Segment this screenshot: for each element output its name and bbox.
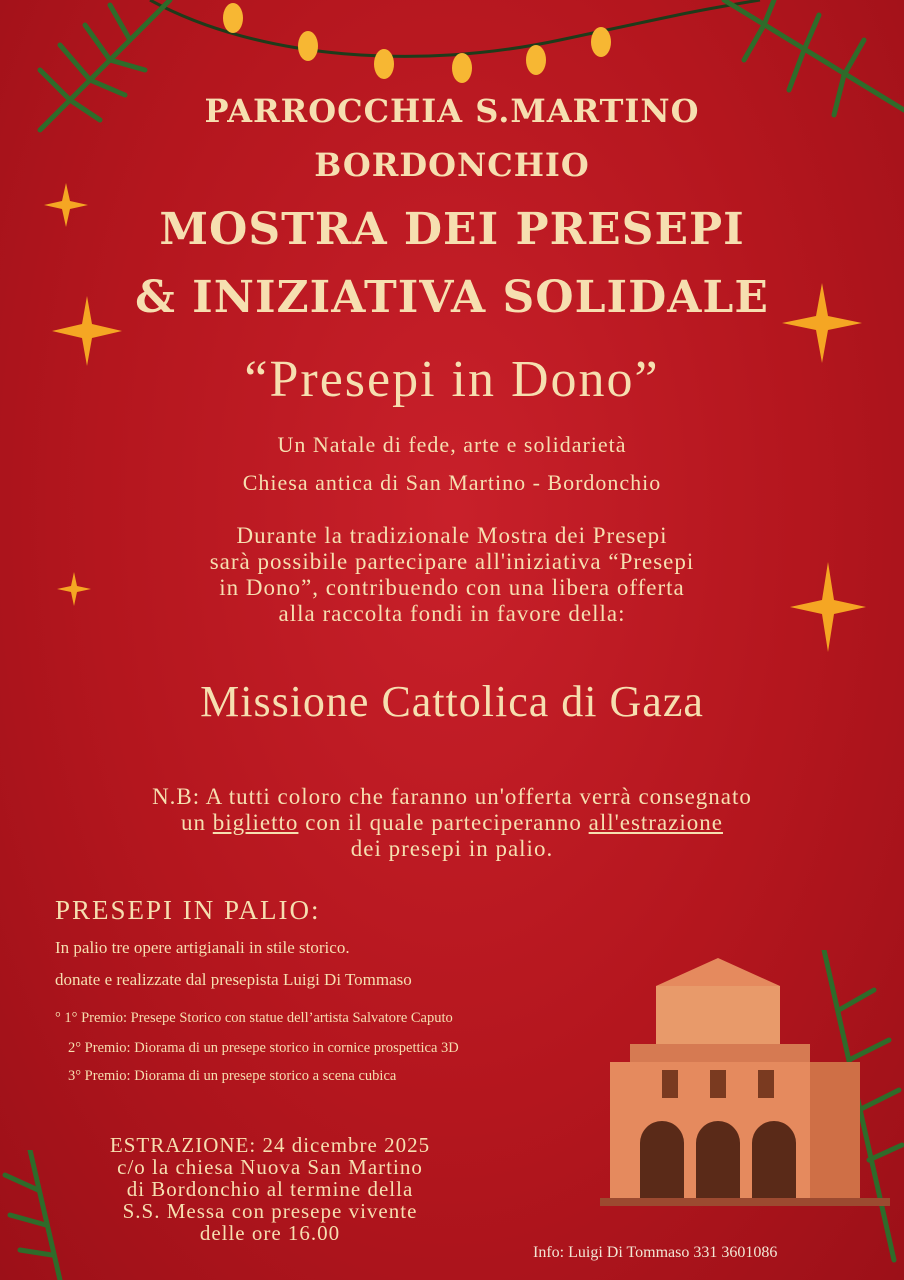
draw-line: S.S. Messa con presepe vivente bbox=[122, 1199, 418, 1223]
event-subtitle: & INIZIATIVA SOLIDALE bbox=[135, 272, 769, 323]
contact-info: Info: Luigi Di Tommaso 331 3601086 bbox=[533, 1244, 778, 1261]
draw-line: delle ore 16.00 bbox=[199, 1221, 341, 1245]
mission-name: Missione Cattolica di Gaza bbox=[200, 677, 704, 726]
prizes-intro: In palio tre opere artigianali in stile storico. bbox=[55, 938, 350, 957]
prize-item: ° 1° Premio: Presepe Storico con statue dell’artista Salvatore Caputo bbox=[55, 1010, 453, 1026]
tagline: Un Natale di fede, arte e solidarietà bbox=[277, 432, 627, 457]
note-text: con il quale parteciperanno bbox=[298, 810, 589, 835]
note bbox=[0, 784, 904, 862]
draw-line: ESTRAZIONE: 24 dicembre 2025 bbox=[109, 1133, 431, 1157]
description-line: in Dono”, contribuendo con una libera offerta bbox=[219, 575, 685, 600]
prizes-title: PRESEPI IN PALIO: bbox=[55, 895, 321, 925]
venue: Chiesa antica di San Martino - Bordonchio bbox=[242, 470, 662, 495]
prize-item: 3° Premio: Diorama di un presepe storico a scena cubica bbox=[68, 1068, 397, 1084]
description-line: alla raccolta fondi in favore della: bbox=[278, 601, 626, 626]
draw-text: all'estrazione bbox=[588, 810, 723, 835]
prize-item: 2° Premio: Diorama di un presepe storico in cornice prospettica 3D bbox=[68, 1040, 459, 1056]
event-title: MOSTRA DEI PRESEPI bbox=[159, 204, 745, 255]
description-line: sarà possibile partecipare all'iniziativa “Presepi bbox=[209, 549, 695, 574]
draw-line: di Bordonchio al termine della bbox=[126, 1177, 414, 1201]
description-line: Durante la tradizionale Mostra dei Presepi bbox=[236, 523, 668, 548]
note-line: N.B: A tutti coloro che faranno un'offerta verrà consegnato bbox=[152, 784, 752, 809]
church-illustration bbox=[600, 958, 890, 1208]
draw-info bbox=[40, 1134, 500, 1244]
description bbox=[0, 523, 904, 627]
note-line: dei presepi in palio. bbox=[350, 836, 554, 861]
ticket-text: biglietto bbox=[212, 810, 299, 835]
initiative-name: “Presepi in Dono” bbox=[244, 351, 660, 408]
parish-location: BORDONCHIO bbox=[314, 146, 590, 184]
parish-name: PARROCCHIA S.MARTINO bbox=[204, 92, 700, 130]
note-line bbox=[0, 810, 904, 836]
note-text: un bbox=[181, 810, 213, 835]
prizes-author: donate e realizzate dal presepista Luigi Di Tommaso bbox=[55, 970, 412, 989]
draw-line: c/o la chiesa Nuova San Martino bbox=[117, 1155, 423, 1179]
